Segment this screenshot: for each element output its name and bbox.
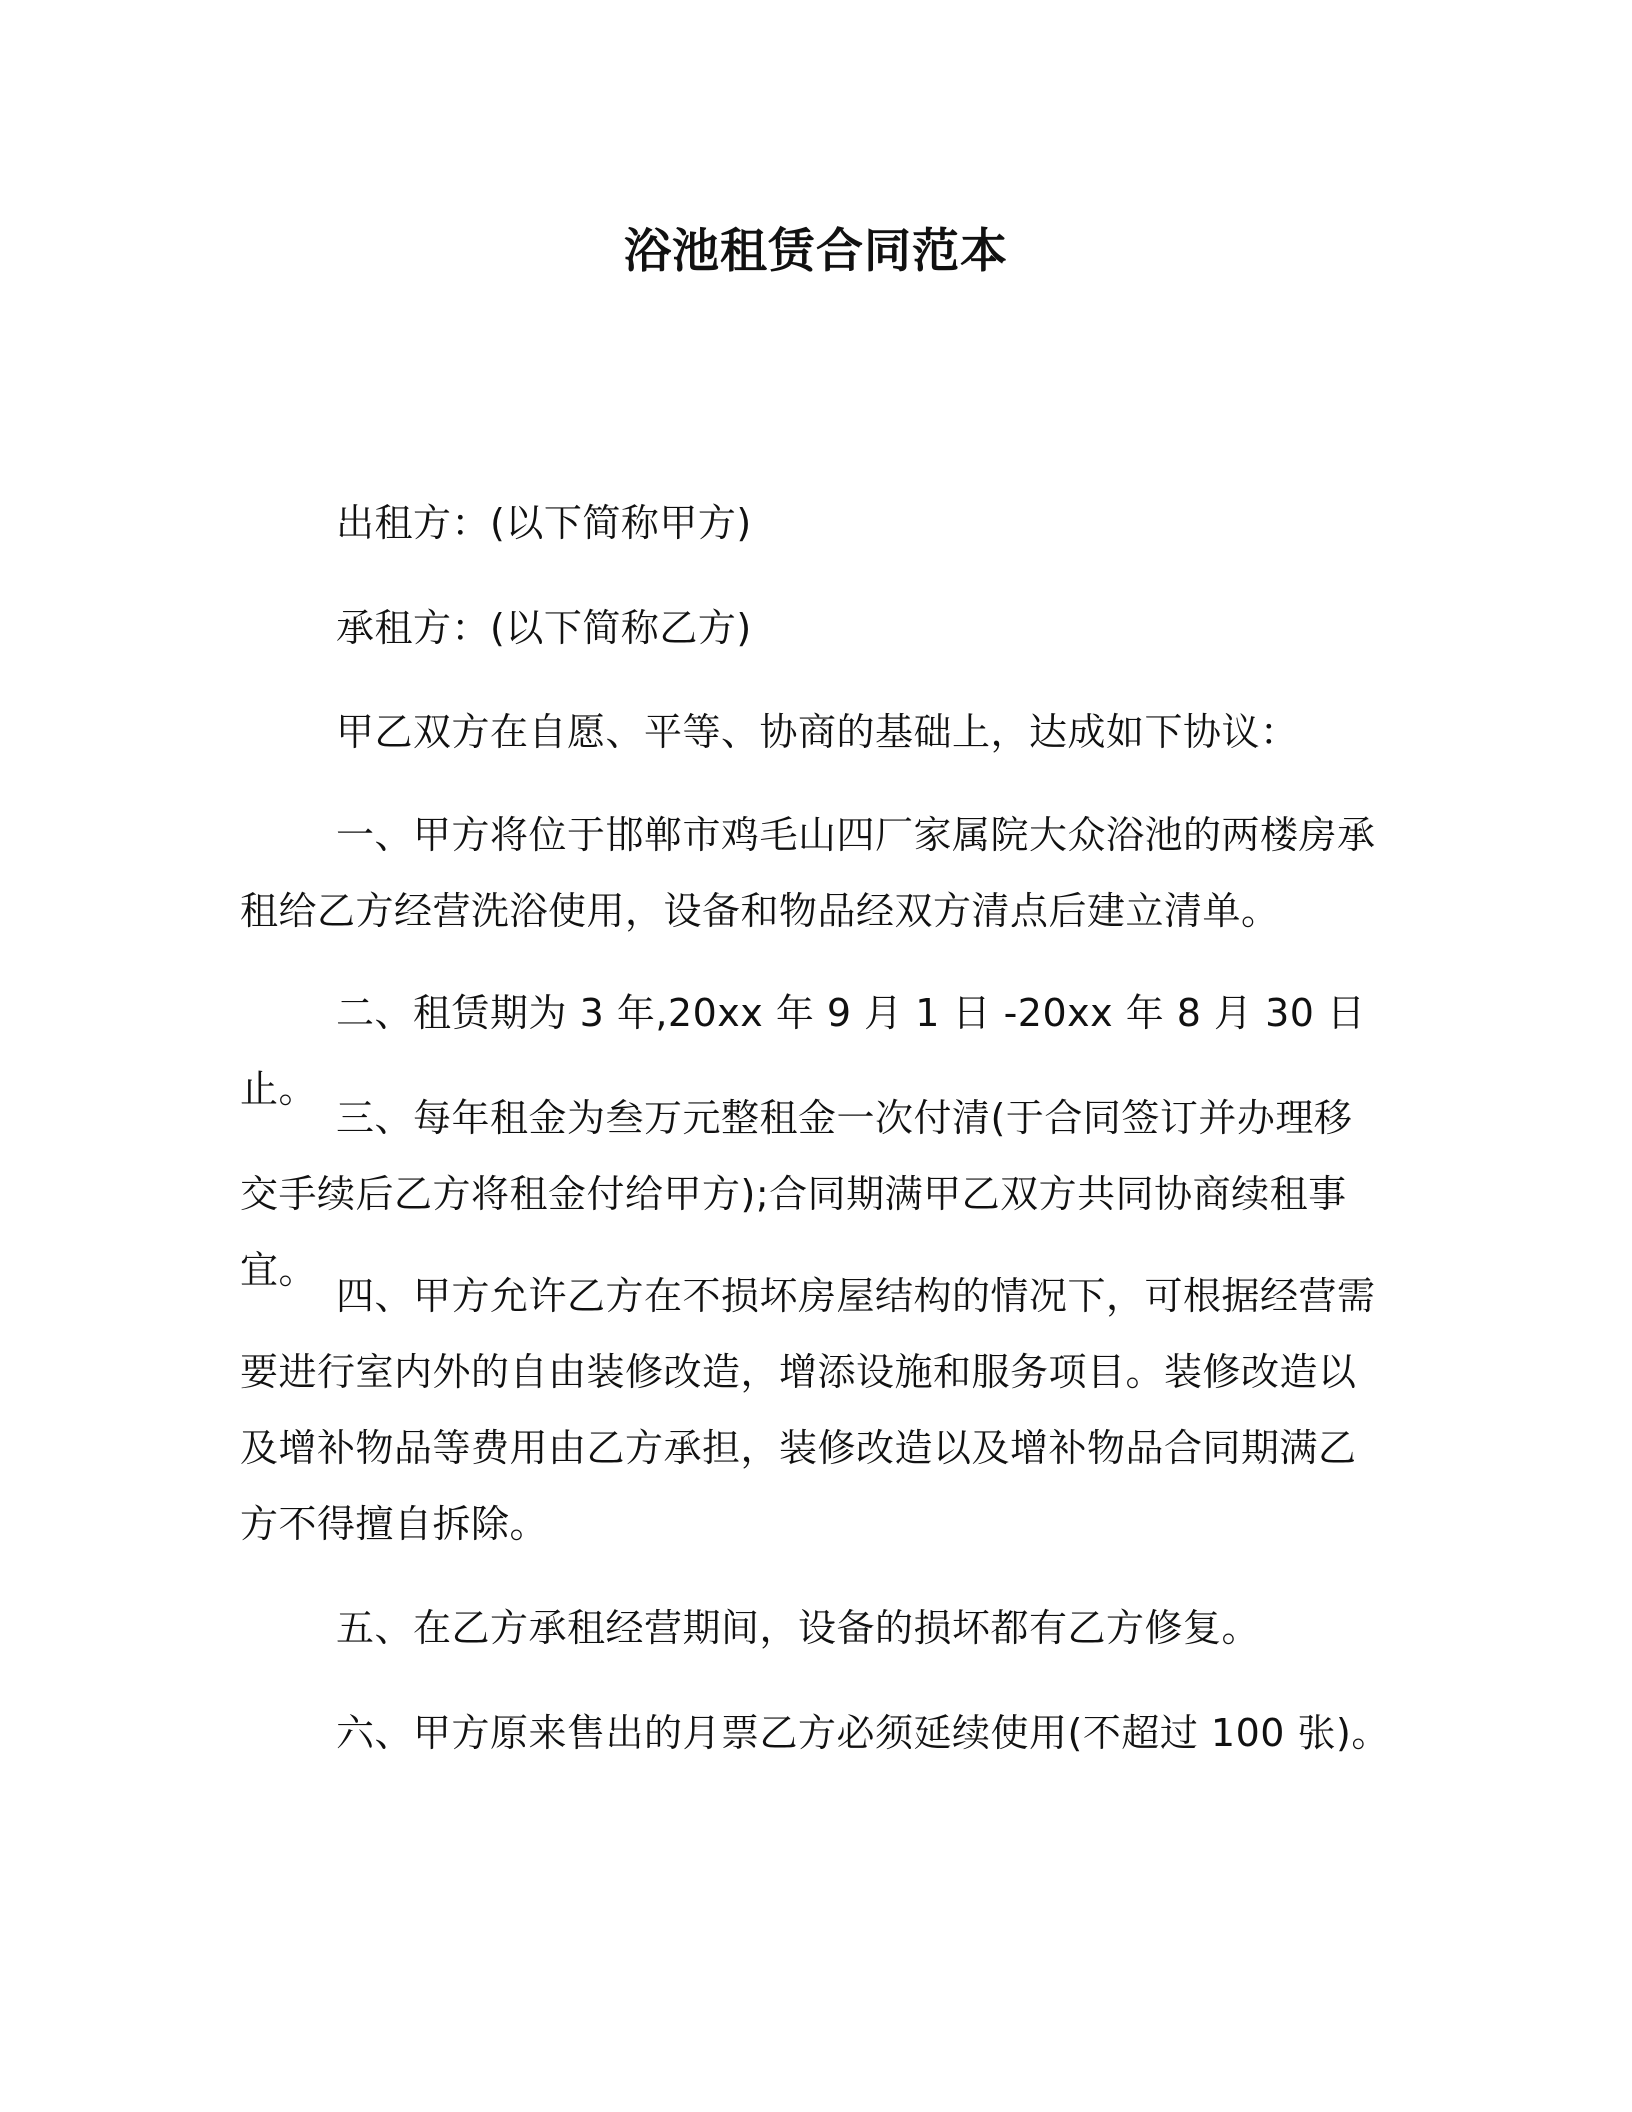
clause-1: 一、甲方将位于邯郸市鸡毛山四厂家属院大众浴池的两楼房承租给乙方经营洗浴使用，设备和物品经双方清点后建立清单。 (240, 813, 1376, 933)
clause-4: 四、甲方允许乙方在不损坏房屋结构的情况下，可根据经营需要进行室内外的自由装修改造，增添设施和服务项目。装修改造以及增补物品等费用由乙方承担，装修改造以及增补物品合同期满乙方不得擅自拆除。 (240, 1274, 1376, 1546)
clause-5: 五、在乙方承租经营期间，设备的损坏都有乙方修复。 (336, 1606, 1261, 1650)
clause-2: 二、租赁期为 3 年,20xx 年 9 月 1 日 -20xx 年 8 月 30 日止。 (240, 991, 1366, 1111)
agreement-intro: 甲乙双方在自愿、平等、协商的基础上，达成如下协议： (336, 710, 1299, 754)
lessee-line: 承租方：(以下简称乙方) (336, 606, 752, 650)
document-title: 浴池租赁合同范本 (624, 224, 1008, 279)
clause-3: 三、每年租金为叁万元整租金一次付清(于合同签订并办理移交手续后乙方将租金付给甲方);合同期满甲乙双方共同协商续租事宜。 (240, 1096, 1353, 1292)
lessor-line: 出租方：(以下简称甲方) (336, 501, 752, 545)
clause-6: 六、甲方原来售出的月票乙方必须延续使用(不超过 100 张)。 (336, 1711, 1390, 1755)
